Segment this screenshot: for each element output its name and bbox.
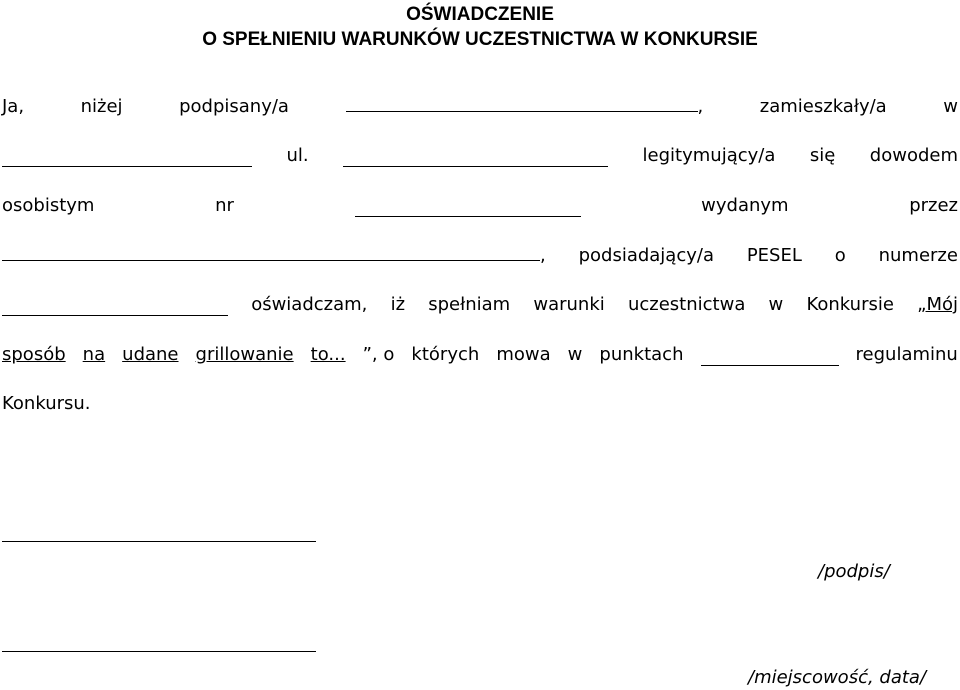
- statement-line-2: [2, 141, 958, 167]
- statement-line-6: [2, 340, 958, 366]
- word: których: [411, 344, 480, 365]
- signature-label: /podpis/: [818, 561, 890, 582]
- word: warunki: [533, 294, 605, 315]
- word: mowa: [496, 344, 551, 365]
- word: nr: [215, 195, 234, 216]
- pesel-field-blank[interactable]: [2, 296, 228, 316]
- word: regulaminu: [855, 344, 958, 365]
- word: Konkursie: [806, 294, 894, 315]
- word: zamieszkały/a: [759, 96, 887, 117]
- word: przez: [909, 195, 958, 216]
- word: o: [834, 245, 846, 266]
- place-date-label: /miejscowość, data/: [748, 667, 927, 688]
- word: uczestnictwa: [627, 294, 746, 315]
- word: oświadczam,: [251, 294, 368, 315]
- issuer-blank-group: [2, 241, 546, 267]
- statement-line-3: [2, 191, 958, 217]
- id-number-field-blank[interactable]: [355, 197, 581, 217]
- word: numerze: [878, 245, 958, 266]
- word: PESEL: [746, 245, 802, 266]
- name-blank-group: [346, 92, 704, 118]
- word: dowodem: [869, 145, 958, 166]
- document-title: OŚWIADCZENIE: [406, 4, 554, 25]
- statement-line-5: [2, 290, 958, 316]
- word: w: [943, 96, 958, 117]
- word: ,: [540, 245, 546, 266]
- document-subtitle: O SPEŁNIENIU WARUNKÓW UCZESTNICTWA W KONKURSIE: [202, 29, 758, 50]
- word: punktach: [599, 344, 684, 365]
- contest-name-word: sposób: [2, 344, 66, 365]
- word: ,: [697, 96, 704, 117]
- word: się: [809, 145, 836, 166]
- word: osobistym: [2, 195, 95, 216]
- word: ”, o: [362, 344, 395, 365]
- city-field-blank[interactable]: [2, 147, 252, 167]
- word: iż: [390, 294, 406, 315]
- word: niżej: [80, 96, 123, 117]
- word: spełniam: [428, 294, 511, 315]
- word: legitymujący/a: [642, 145, 776, 166]
- word: w: [768, 294, 784, 315]
- contest-name-word: grillowanie: [195, 344, 294, 365]
- street-field-blank[interactable]: [343, 147, 608, 167]
- word: wydanym: [701, 195, 789, 216]
- word: Ja,: [2, 96, 25, 117]
- signature-line[interactable]: [2, 541, 316, 542]
- statement-line-7: Konkursu.: [2, 393, 91, 414]
- contest-name-word: to...: [310, 344, 346, 365]
- word: w: [567, 344, 583, 365]
- name-field-blank[interactable]: [346, 92, 698, 112]
- issuer-field-blank[interactable]: [2, 241, 540, 261]
- word: ul.: [286, 145, 309, 166]
- place-date-line[interactable]: [2, 651, 316, 652]
- statement-line-4: [2, 241, 958, 267]
- contest-name-word: udane: [122, 344, 179, 365]
- points-field-blank[interactable]: [701, 346, 839, 366]
- statement-line-1: [2, 92, 958, 118]
- contest-name-word: na: [82, 344, 106, 365]
- word: podsiadający/a: [578, 245, 714, 266]
- contest-name-word: „Mój: [917, 294, 958, 315]
- word: podpisany/a: [179, 96, 289, 117]
